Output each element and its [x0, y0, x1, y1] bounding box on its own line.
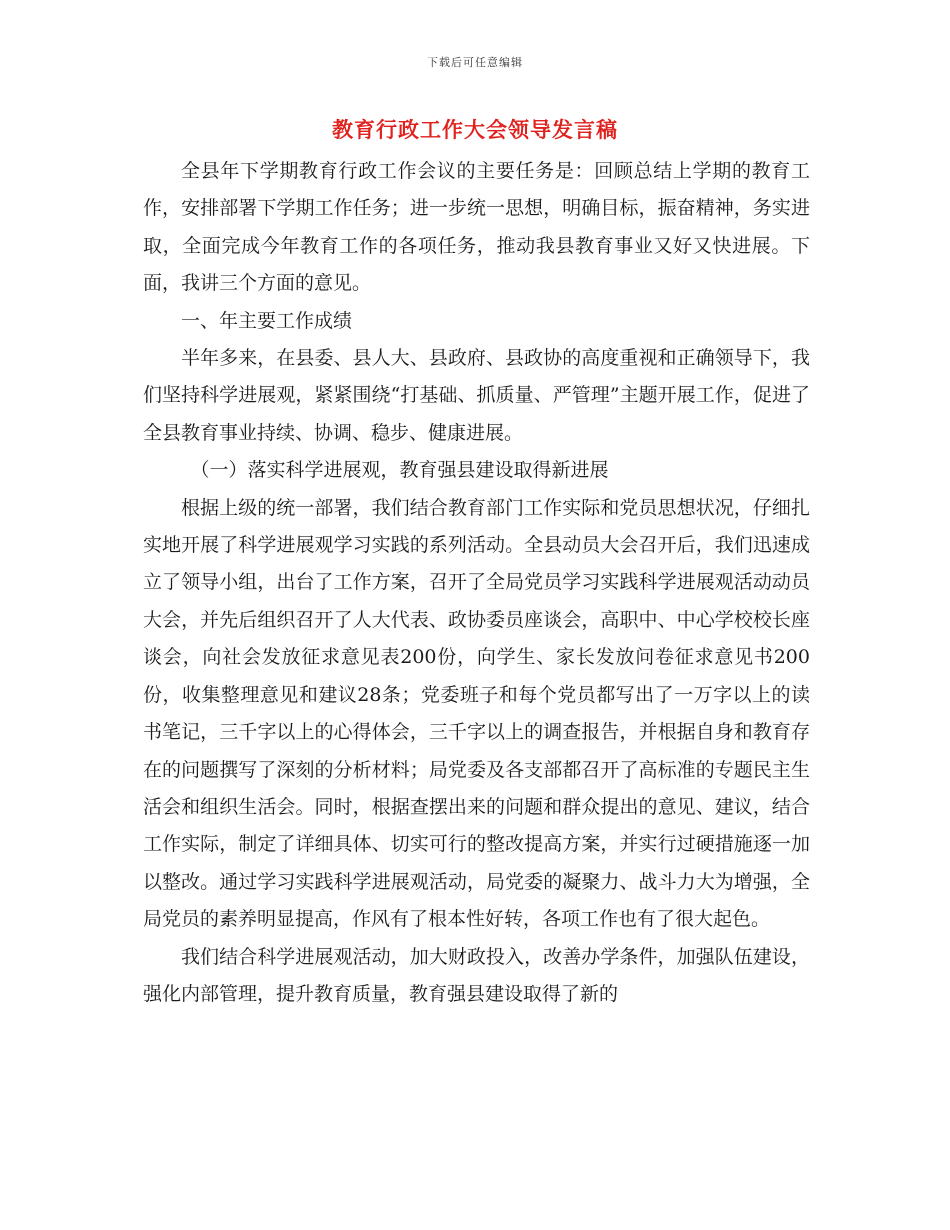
paragraph-continued: 我们结合科学进展观活动，加大财政投入，改善办学条件，加强队伍建设，强化内部管理，提升教育质量，教育强县建设取得了新的 — [143, 945, 810, 1005]
paragraph-intro: 全县年下学期教育行政工作会议的主要任务是：回顾总结上学期的教育工作，安排部署下学期工作任务；进一步统一思想，明确目标，振奋精神，务实进取，全面完成今年教育工作的各项任务，推动我县教育事业又好又快进展。下面，我讲三个方面的意见。 — [143, 160, 810, 295]
subsection-heading: （一）落实科学进展观，教育强县建设取得新进展 — [190, 459, 609, 482]
section-heading: 一、年主要工作成绩 — [181, 309, 353, 332]
paragraph-overview: 半年多来，在县委、县人大、县政府、县政协的高度重视和正确领导下，我们坚持科学进展观，紧紧围绕“打基础、抓质量、严管理”主题开展工作，促进了全县教育事业持续、协调、稳步、健康进展。 — [143, 347, 810, 444]
paragraph-activities: 根据上级的统一部署，我们结合教育部门工作实际和党员思想状况，仔细扎实地开展了科学进展观学习实践的系列活动。全县动员大会召开后，我们迅速成立了领导小组，出台了工作方案，召开了全局党员学习实践科学进展观活动动员大会，并先后组织召开了人大代表、政协委员座谈会，高职中、中心学校校长座谈会，向社会发放征求意见表200份，向学生、家长发放问卷征求意见书200份，收集整理意见和建议28条；党委班子和每个党员都写出了一万字以上的读书笔记，三千字以上的心得体会，三千字以上的调查报告，并根据自身和教育存在的问题撰写了深刻的分析材料；局党委及各支部都召开了高标准的专题民主生活会和组织生活会。同时，根据查摆出来的问题和群众提出的意见、建议，结合工作实际，制定了详细具体、切实可行的整改提高方案，并实行过硬措施逐一加以整改。通过学习实践科学进展观活动，局党委的凝聚力、战斗力大为增强，全局党员的素养明显提高，作风有了根本性好转，各项工作也有了很大起色。 — [143, 496, 810, 931]
document-title: 教育行政工作大会领导发言稿 — [332, 117, 618, 142]
document-body — [143, 153, 810, 1013]
header-note: 下载后可任意编辑 — [427, 56, 523, 69]
